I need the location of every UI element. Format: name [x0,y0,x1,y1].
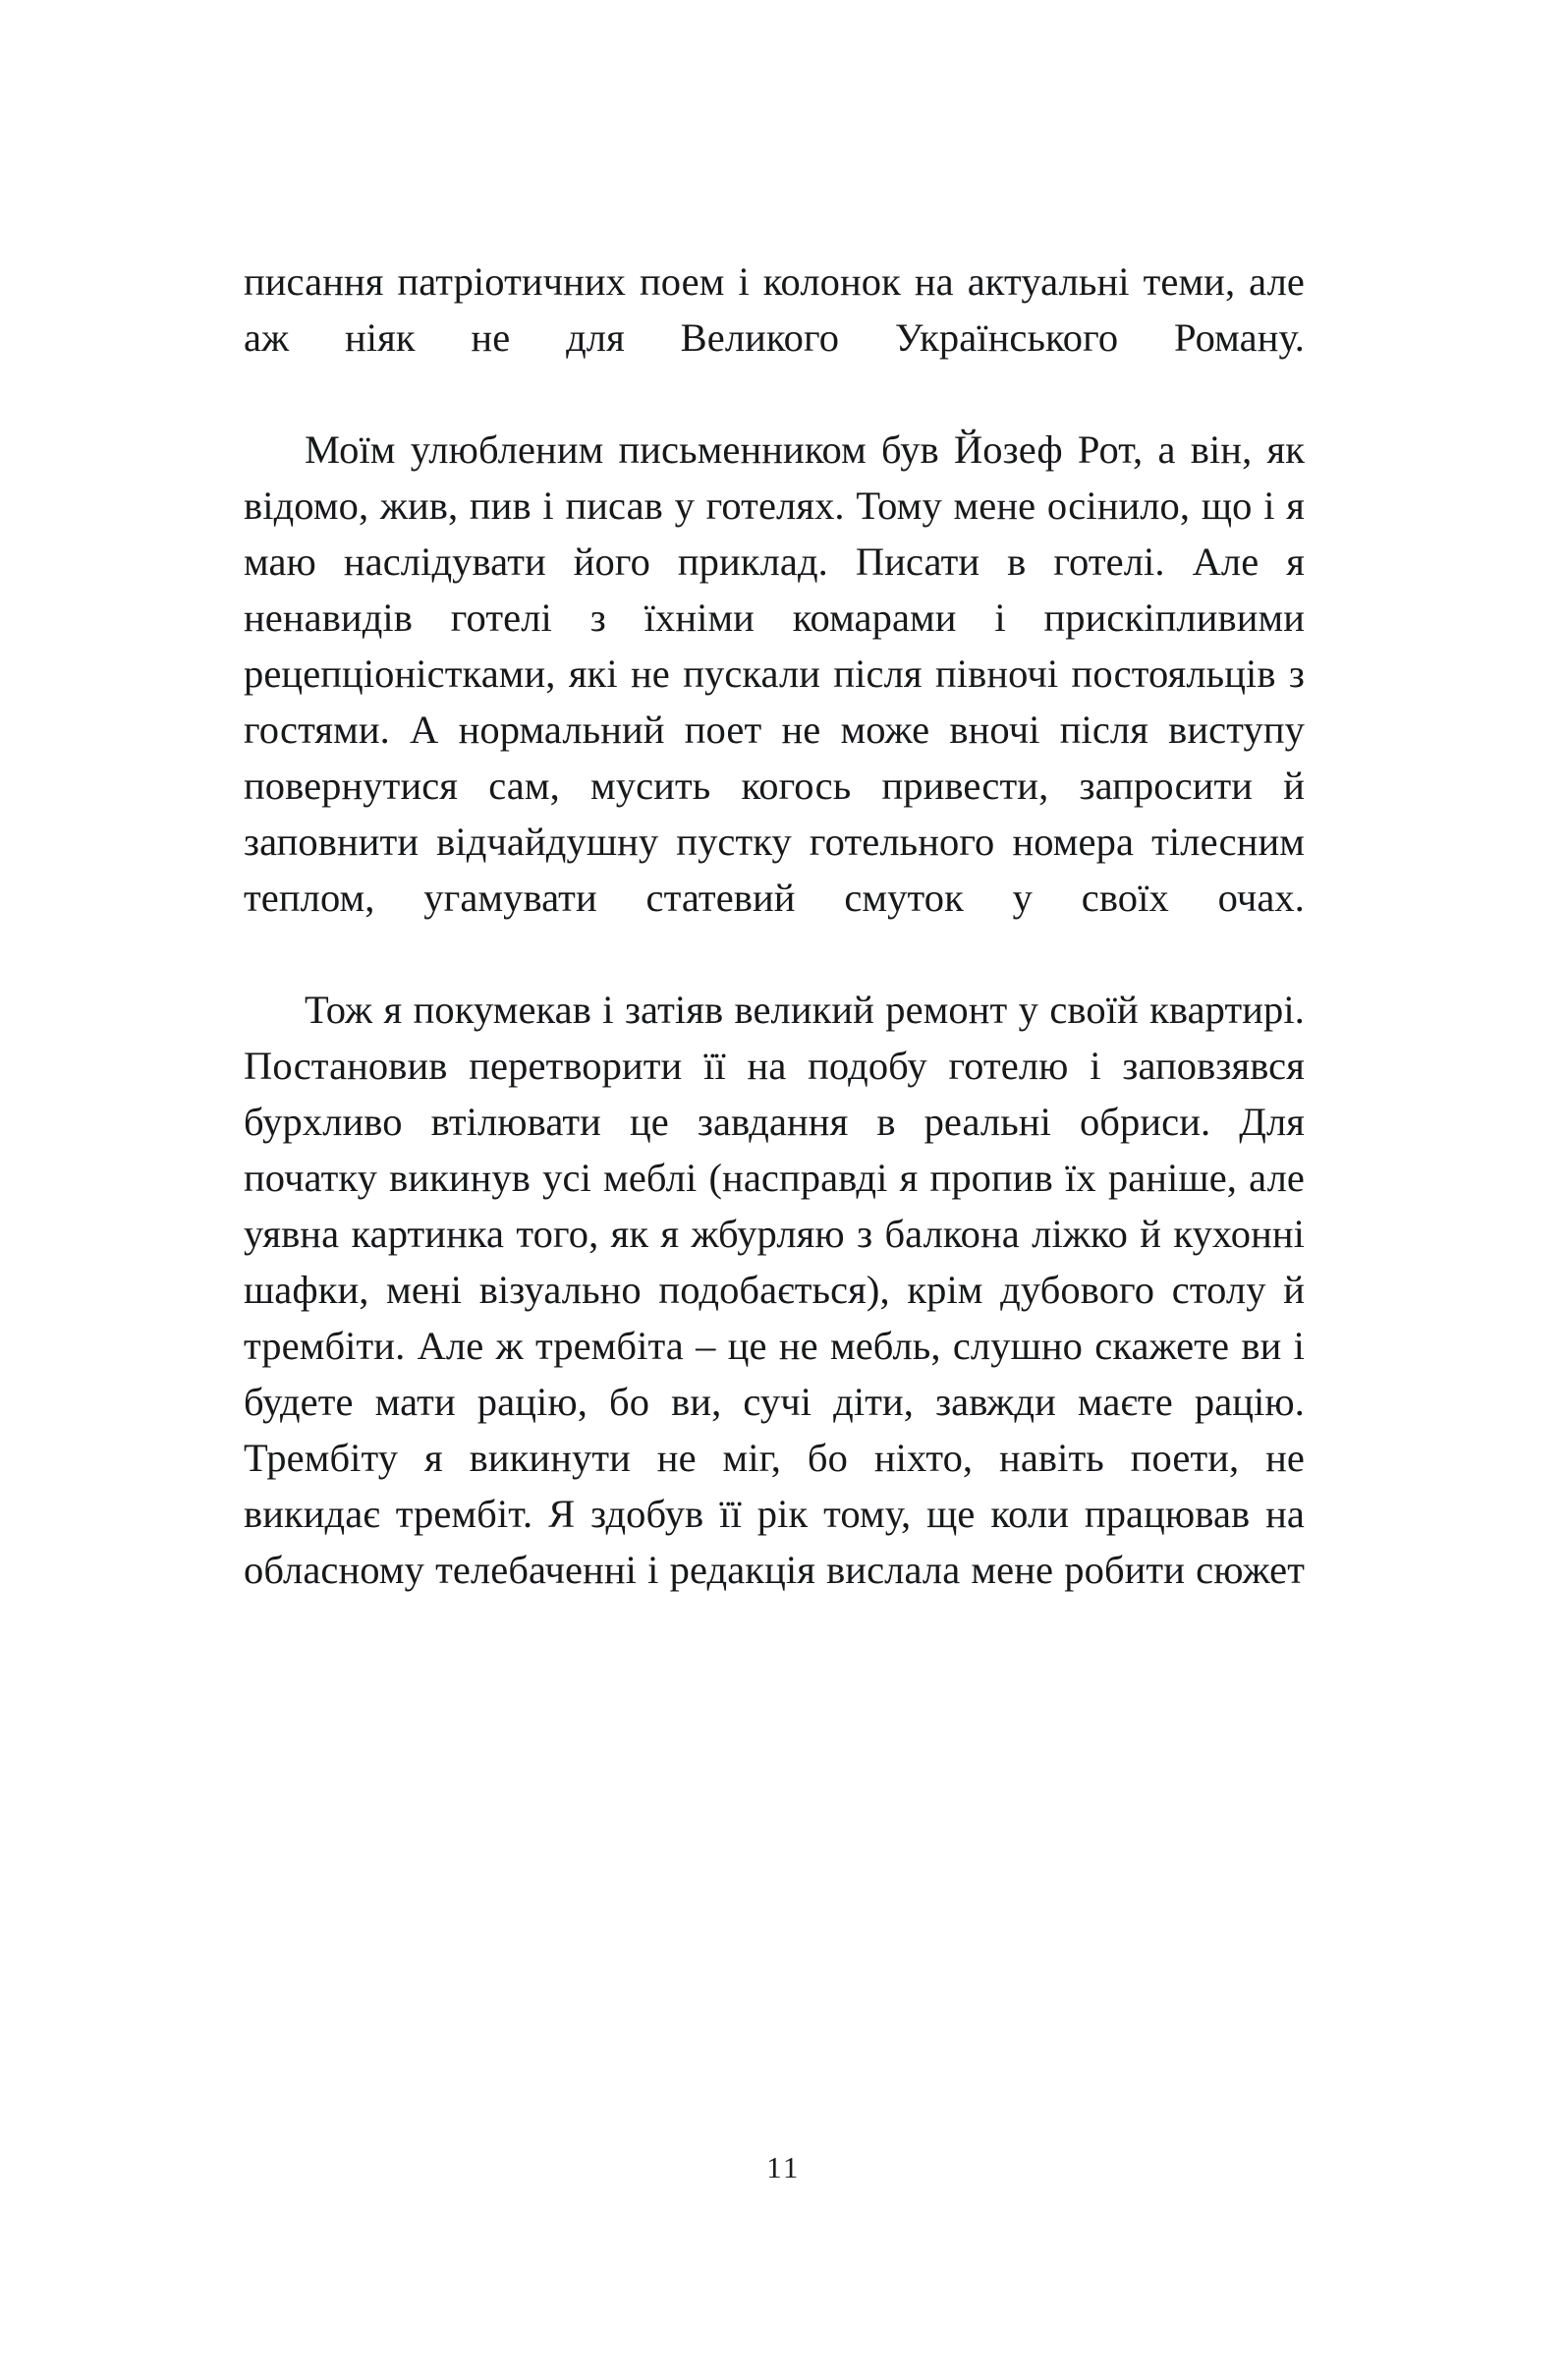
paragraph-3: Тож я покумекав і затіяв великий ремонт у своїй квартирі. Постановив перетворити її на подобу готелю і заповзявся бурхливо втілювати це завдання в реальні обриси. Для початку викинув усі меблі (насправді я пропив їх раніше, але уявна картинка того, як я жбурляю з балкона ліжко й кухонні шафки, мені візуально подобається), крім дубового столу й трембіти. Але ж трембіта – це не мебль, слушно скажете ви і будете мати рацію, бо ви, сучі діти, завжди маєте рацію. Трембіту я викинути не міг, бо ніхто, навіть поети, не викидає трембіт. Я здобув її рік тому, ще коли працював на обласному телебаченні і редакція вислала мене робити сюжет [244,988,1305,1592]
page-number: 11 [766,2150,801,2184]
paragraph-1: писання патріотичних поем і колонок на актуальні теми, але аж ніяк не для Великого Українського Роману. [244,259,1305,360]
paragraph-2: Моїм улюбленим письменником був Йозеф Рот, а він, як відомо, жив, пив і писав у готелях. Тому мене осінило, що і я маю наслідувати його приклад. Писати в готелі. Але я ненавидів готелі з їхніми комарами і прискіпливими рецепціоністками, які не пускали після півночі постояльців з гостями. А нормальний поет не може вночі після виступу повернутися сам, мусить когось привести, запросити й заповнити відчайдушну пустку готельного номера тілесним теплом, угамувати статевий смуток у своїх очах. [244,427,1305,920]
body-text-block [244,254,1305,1654]
